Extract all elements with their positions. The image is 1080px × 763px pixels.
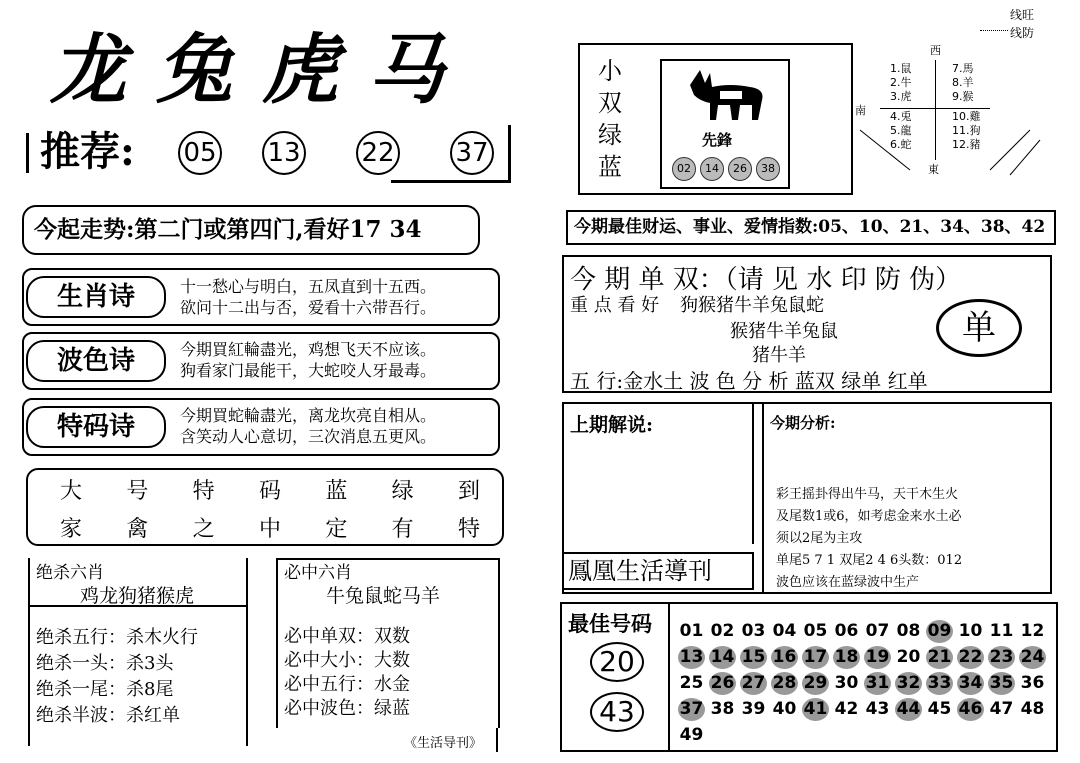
divider — [496, 728, 498, 752]
footer-label: 《生活导刊》 — [404, 736, 483, 751]
zodiac-item: 1.鼠 — [890, 62, 912, 75]
kill-row: 绝杀五行：杀木火行 — [36, 627, 198, 648]
number-ball: 17 — [803, 647, 828, 667]
number-ball: 40 — [772, 699, 797, 719]
number-ball: 26 — [710, 673, 735, 693]
number-ball: 16 — [772, 647, 797, 667]
number-ball: 35 — [989, 673, 1014, 693]
number-ball: 28 — [772, 673, 797, 693]
analysis-line: 须以2尾为主攻 — [776, 531, 863, 546]
analysis-line: 波色应该在蓝绿波中生产 — [776, 575, 920, 590]
number-ball: 06 — [834, 621, 859, 641]
number-ball: 38 — [710, 699, 735, 719]
must-row: 必中大小：大数 — [284, 650, 410, 671]
kill-animals: 鸡龙狗猪猴虎 — [80, 585, 195, 607]
riddle-char: 中 — [258, 517, 281, 542]
focus-line: 猪牛羊 — [752, 345, 806, 366]
recommend-number: 13 — [262, 131, 306, 175]
zodiac-item: 6.蛇 — [890, 138, 912, 151]
xiaoshuang-char: 双 — [598, 89, 622, 117]
number-ball: 13 — [679, 647, 704, 667]
kill-title: 绝杀六肖 — [36, 563, 104, 583]
analysis-line: 及尾数1或6，如考虑金来水土必 — [776, 509, 962, 524]
xiaoshuang-char: 绿 — [598, 121, 622, 149]
zodiac-item: 10.雞 — [952, 110, 981, 123]
pioneer-box — [660, 59, 790, 189]
best-circle-number: 43 — [590, 692, 644, 732]
index-line: 今期最佳财运、事业、爱情指数:05、10、21、34、38、42 — [566, 210, 1056, 245]
best-circle-number: 20 — [590, 642, 644, 682]
number-ball: 27 — [741, 673, 766, 693]
zodiac-item: 2.牛 — [890, 76, 912, 89]
riddle-char: 大 — [60, 479, 83, 504]
compass-west: 西 — [930, 44, 941, 57]
xiaoshuang-char: 小 — [598, 57, 622, 85]
must-title: 必中六肖 — [284, 563, 352, 583]
number-ball: 32 — [896, 673, 921, 693]
zodiac-item: 9.猴 — [952, 90, 974, 103]
focus-line: 狗猴猪牛羊兔鼠蛇 — [680, 295, 824, 316]
poem-label: 生肖诗 — [26, 276, 166, 318]
number-ball: 37 — [679, 699, 704, 719]
riddle-char: 有 — [391, 517, 414, 542]
number-ball: 09 — [927, 621, 952, 641]
analysis-panel — [562, 402, 1052, 594]
page-title: 龙兔虎马 — [50, 25, 474, 114]
xiaoshuang-panel — [578, 43, 853, 195]
poem-line: 含笑动人心意切，三次消息五更风。 — [180, 427, 437, 446]
analysis-line: 单尾5 7 1 双尾2 4 6头数：012 — [776, 553, 963, 568]
number-ball: 34 — [958, 673, 983, 693]
trend-banner: 今起走势:第二门或第四门,看好17 34 — [22, 205, 480, 255]
number-ball: 08 — [896, 621, 921, 641]
compass-south: 南 — [855, 104, 866, 117]
must-row: 必中五行：水金 — [284, 674, 410, 695]
riddle-char: 绿 — [391, 479, 414, 504]
focus-label: 重 点 看 好 — [570, 295, 660, 316]
divider — [391, 180, 511, 183]
number-ball: 10 — [958, 621, 983, 641]
riddle-char: 禽 — [126, 517, 149, 542]
poem-label: 特码诗 — [26, 406, 166, 448]
number-ball: 05 — [803, 621, 828, 641]
recommend-section — [26, 125, 511, 180]
riddle-char: 之 — [192, 517, 215, 542]
goat-icon — [680, 65, 770, 125]
number-ball: 24 — [1020, 647, 1045, 667]
analysis-title: 今期分析: — [770, 414, 836, 432]
must-animals: 牛兔鼠蛇马羊 — [326, 585, 441, 607]
number-ball: 44 — [896, 699, 921, 719]
focus-line: 猴猪牛羊兔鼠 — [730, 321, 838, 342]
number-ball: 39 — [741, 699, 766, 719]
zodiac-item: 11.狗 — [952, 124, 981, 137]
riddle-row — [60, 512, 480, 543]
number-ball: 21 — [927, 647, 952, 667]
number-ball: 41 — [803, 699, 828, 719]
poem-line: 今期買紅輪盡光，鸡想飞天不应该。 — [180, 340, 437, 359]
poem-line: 欲问十二出与否，爱看十六带吾行。 — [180, 298, 437, 317]
number-ball: 07 — [865, 621, 890, 641]
last-period-label: 上期解说: — [570, 414, 654, 436]
must-row: 必中单双：双数 — [284, 626, 410, 647]
analysis-line: 彩王摇卦得出牛马，天干木生火 — [776, 487, 959, 502]
recommend-number: 37 — [450, 131, 494, 175]
number-ball: 46 — [958, 699, 983, 719]
must-rows — [284, 625, 410, 721]
number-ball: 20 — [896, 647, 921, 667]
number-ball: 49 — [679, 725, 704, 745]
pioneer-number: 14 — [700, 157, 724, 181]
poem-line: 狗看家门最能干，大蛇咬人牙最毒。 — [180, 361, 437, 380]
corner-label: 线旺 — [1010, 8, 1035, 22]
riddle-char: 特 — [192, 479, 215, 504]
number-ball: 25 — [679, 673, 704, 693]
compass-east: 東 — [928, 163, 939, 176]
number-ball: 45 — [927, 699, 952, 719]
number-ball: 29 — [803, 673, 828, 693]
number-ball: 04 — [772, 621, 797, 641]
kill-rows — [36, 625, 198, 729]
best-numbers-panel — [560, 602, 1058, 752]
divider — [26, 133, 29, 173]
riddle-row — [60, 474, 480, 505]
zodiac-item: 12.豬 — [952, 138, 981, 151]
number-ball: 23 — [989, 647, 1014, 667]
number-ball: 36 — [1020, 673, 1045, 693]
zodiac-item: 5.龍 — [890, 124, 912, 137]
number-ball: 11 — [989, 621, 1014, 641]
danshuang-panel — [562, 255, 1052, 393]
compass-lines — [850, 110, 1060, 190]
number-ball: 43 — [865, 699, 890, 719]
number-ball: 47 — [989, 699, 1014, 719]
zodiac-item: 7.馬 — [952, 62, 974, 75]
recommend-number: 22 — [356, 131, 400, 175]
riddle-char: 到 — [457, 479, 480, 504]
riddle-char: 码 — [258, 479, 281, 504]
number-ball: 12 — [1020, 621, 1045, 641]
number-ball: 18 — [834, 647, 859, 667]
pioneer-number: 02 — [672, 157, 696, 181]
brand-label: 鳳凰生活導刊 — [564, 552, 754, 590]
xiaoshuang-text — [596, 55, 624, 183]
pioneer-number: 26 — [728, 157, 752, 181]
riddle-char: 蓝 — [325, 479, 348, 504]
best-label: 最佳号码 — [568, 611, 652, 636]
xiaoshuang-char: 蓝 — [598, 153, 622, 181]
zodiac-item: 4.兎 — [890, 110, 912, 123]
divider — [980, 30, 1008, 31]
badge: 单 — [936, 299, 1022, 357]
number-ball: 01 — [679, 621, 704, 641]
kill-row: 绝杀半波：杀红单 — [36, 705, 180, 726]
number-ball: 22 — [958, 647, 983, 667]
riddle-char: 家 — [60, 517, 83, 542]
recommend-label: 推荐: — [40, 128, 135, 175]
number-ball: 03 — [741, 621, 766, 641]
corner-label: 线防 — [1010, 26, 1035, 40]
kill-row: 绝杀一头：杀3头 — [36, 653, 174, 674]
poem-line: 今期買蛇輪盡光，离龙坎亮自相从。 — [180, 406, 437, 425]
pioneer-number: 38 — [756, 157, 780, 181]
zodiac-item: 3.虎 — [890, 90, 912, 103]
number-ball: 31 — [865, 673, 890, 693]
riddle-char: 定 — [325, 517, 348, 542]
riddle-char: 号 — [126, 479, 149, 504]
number-grid — [678, 620, 1058, 750]
number-ball: 02 — [710, 621, 735, 641]
number-ball: 19 — [865, 647, 890, 667]
number-ball: 14 — [710, 647, 735, 667]
riddle-char: 特 — [457, 517, 480, 542]
number-ball: 33 — [927, 673, 952, 693]
danshuang-bottom: 五 行:金水土 波 色 分 析 蓝双 绿单 红单 — [570, 369, 928, 393]
number-ball: 30 — [834, 673, 859, 693]
number-ball: 15 — [741, 647, 766, 667]
poem-line: 十一愁心与明白，五凤直到十五西。 — [180, 277, 437, 296]
number-ball: 48 — [1020, 699, 1045, 719]
recommend-number: 05 — [178, 131, 222, 175]
danshuang-title: 今 期 单 双：（请 见 水 印 防 伪） — [570, 265, 962, 295]
must-row: 必中波色：绿蓝 — [284, 698, 410, 719]
kill-row: 绝杀一尾：杀8尾 — [36, 679, 174, 700]
pioneer-label: 先鋒 — [702, 131, 733, 149]
zodiac-item: 8.羊 — [952, 76, 974, 89]
number-ball: 42 — [834, 699, 859, 719]
poem-label: 波色诗 — [26, 340, 166, 382]
analysis-text — [776, 484, 962, 594]
divider — [508, 125, 511, 183]
